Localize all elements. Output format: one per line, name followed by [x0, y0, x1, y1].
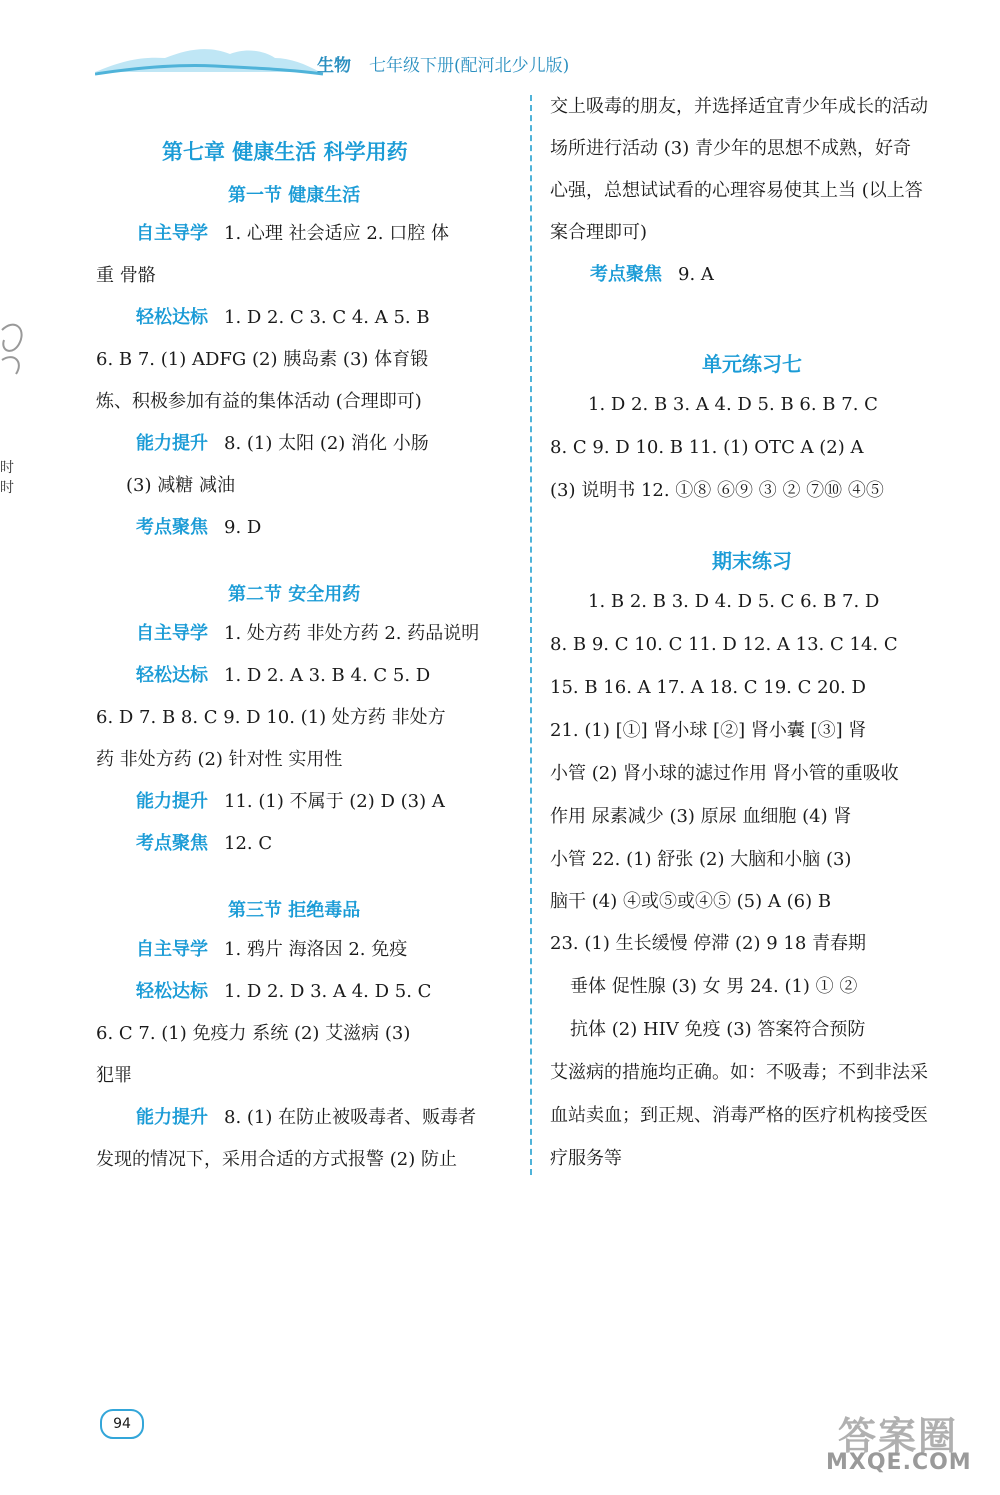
final-exercise-title: 期末练习: [712, 549, 792, 573]
wave-banner-icon: [95, 40, 325, 80]
label-qingsong: 轻松达标: [136, 981, 208, 1002]
answer-line: 6. B 7. (1) ADFG (2) 胰岛素 (3) 体育锻: [96, 349, 429, 370]
header-title: [317, 51, 569, 76]
answer-line: 脑干 (4) ④或⑤或④⑤ (5) A (6) B: [550, 891, 832, 912]
answer-text: 8. (1) 在防止被吸毒者、贩毒者: [224, 1107, 477, 1128]
page-number: 94: [100, 1409, 144, 1439]
label-nengli: 能力提升: [136, 791, 208, 812]
answer-text: 12. C: [224, 833, 273, 854]
answer-line: 15. B 16. A 17. A 18. C 19. C 20. D: [550, 677, 866, 698]
answer-line: 场所进行活动 (3) 青少年的思想不成熟，好奇: [550, 138, 911, 159]
answer-line: 垂体 促性腺 (3) 女 男 24. (1) ① ②: [570, 976, 858, 997]
answer-line: 6. D 7. B 8. C 9. D 10. (1) 处方药 非处方: [96, 707, 446, 728]
watermark-logo: 答案圈: [838, 1414, 959, 1458]
column-divider: [530, 95, 532, 1175]
s2-kaodian-line: [136, 832, 272, 856]
answer-text: 1. D 2. A 3. B 4. C 5. D: [224, 665, 431, 686]
answer-line: 小管 (2) 肾小球的滤过作用 肾小管的重吸收: [550, 763, 899, 784]
s1-nengli-line: [136, 432, 429, 456]
answer-text: 9. A: [678, 264, 714, 285]
unit-exercise-title: 单元练习七: [702, 352, 802, 376]
section-title-3: 第三节 拒绝毒品: [228, 900, 361, 921]
answer-text: 1. D 2. D 3. A 4. D 5. C: [224, 981, 432, 1002]
answer-line: 8. C 9. D 10. B 11. (1) OTC A (2) A: [550, 437, 864, 458]
s2-zizhu-line: [136, 622, 479, 646]
answer-line: 重 骨骼: [96, 265, 156, 286]
answer-line: 1. D 2. B 3. A 4. D 5. B 6. B 7. C: [588, 394, 878, 415]
s3-qingsong-line: [136, 980, 431, 1004]
answer-line: 艾滋病的措施均正确。如：不吸毒；不到非法采: [550, 1062, 928, 1083]
s1-qingsong-line: [136, 306, 430, 330]
s1-kaodian-line: [136, 516, 261, 540]
s1-zizhu-line: [136, 222, 449, 246]
answer-line: 血站卖血；到正规、消毒严格的医疗机构接受医: [550, 1105, 928, 1126]
watermark-url: MXQE.COM: [826, 1450, 972, 1475]
answer-line: 作用 尿素减少 (3) 原尿 血细胞 (4) 肾: [550, 806, 852, 827]
chapter-title: 第七章 健康生活 科学用药: [162, 140, 408, 164]
answer-line: 案合理即可): [550, 222, 648, 243]
header-subject: 生物: [317, 56, 351, 76]
s2-nengli-line: [136, 790, 445, 814]
answer-text: 1. 心理 社会适应 2. 口腔 体: [224, 223, 449, 244]
answer-line: 8. B 9. C 10. C 11. D 12. A 13. C 14. C: [550, 634, 898, 655]
answer-line: 犯罪: [96, 1065, 132, 1086]
label-zizhu: 自主导学: [136, 223, 208, 244]
answer-text: 1. 处方药 非处方药 2. 药品说明: [224, 623, 480, 644]
answer-line: 23. (1) 生长缓慢 停滞 (2) 9 18 青春期: [550, 933, 867, 954]
label-zizhu: 自主导学: [136, 939, 208, 960]
answer-line: 疗服务等: [550, 1148, 622, 1169]
label-kaodian: 考点聚焦: [136, 517, 208, 538]
label-kaodian: 考点聚焦: [136, 833, 208, 854]
spiral-binding-icon: [0, 300, 30, 390]
answer-text: 1. D 2. C 3. C 4. A 5. B: [224, 307, 430, 328]
answer-text: 9. D: [224, 517, 262, 538]
answer-line: 交上吸毒的朋友，并选择适宜青少年成长的活动: [550, 96, 928, 117]
label-qingsong: 轻松达标: [136, 665, 208, 686]
answer-line: 心强，总想试试看的心理容易使其上当 (以上答: [550, 180, 923, 201]
answer-line: 1. B 2. B 3. D 4. D 5. C 6. B 7. D: [588, 591, 880, 612]
s2-qingsong-line: [136, 664, 430, 688]
label-nengli: 能力提升: [136, 1107, 208, 1128]
s3-nengli-line: [136, 1106, 476, 1130]
label-zizhu: 自主导学: [136, 623, 208, 644]
answer-text: 11. (1) 不属于 (2) D (3) A: [224, 791, 445, 812]
answer-line: 发现的情况下，采用合适的方式报警 (2) 防止: [96, 1149, 457, 1170]
answer-text: 1. 鸦片 海洛因 2. 免疫: [224, 939, 408, 960]
right-kaodian-line: [590, 263, 714, 287]
answer-line: 21. (1) [①] 肾小球 [②] 肾小囊 [③] 肾: [550, 720, 867, 741]
answer-line: 炼、积极参加有益的集体活动 (合理即可): [96, 391, 422, 412]
s3-zizhu-line: [136, 938, 407, 962]
answer-line: (3) 减糖 减油: [126, 475, 235, 496]
label-kaodian: 考点聚焦: [590, 264, 662, 285]
answer-line: 药 非处方药 (2) 针对性 实用性: [96, 749, 343, 770]
label-qingsong: 轻松达标: [136, 307, 208, 328]
answer-line: 6. C 7. (1) 免疫力 系统 (2) 艾滋病 (3): [96, 1023, 411, 1044]
answer-line: 小管 22. (1) 舒张 (2) 大脑和小脑 (3): [550, 849, 852, 870]
answer-text: 8. (1) 太阳 (2) 消化 小肠: [224, 433, 429, 454]
answer-line: (3) 说明书 12. ①⑧ ⑥⑨ ③ ② ⑦⑩ ④⑤: [550, 480, 884, 501]
header-book: 七年级下册(配河北少儿版): [369, 56, 570, 76]
section-title-1: 第一节 健康生活: [228, 185, 361, 206]
section-title-2: 第二节 安全用药: [228, 584, 361, 605]
side-text: 时时: [0, 460, 14, 496]
answer-line: 抗体 (2) HIV 免疫 (3) 答案符合预防: [570, 1019, 866, 1040]
label-nengli: 能力提升: [136, 433, 208, 454]
page-header: [95, 40, 570, 80]
